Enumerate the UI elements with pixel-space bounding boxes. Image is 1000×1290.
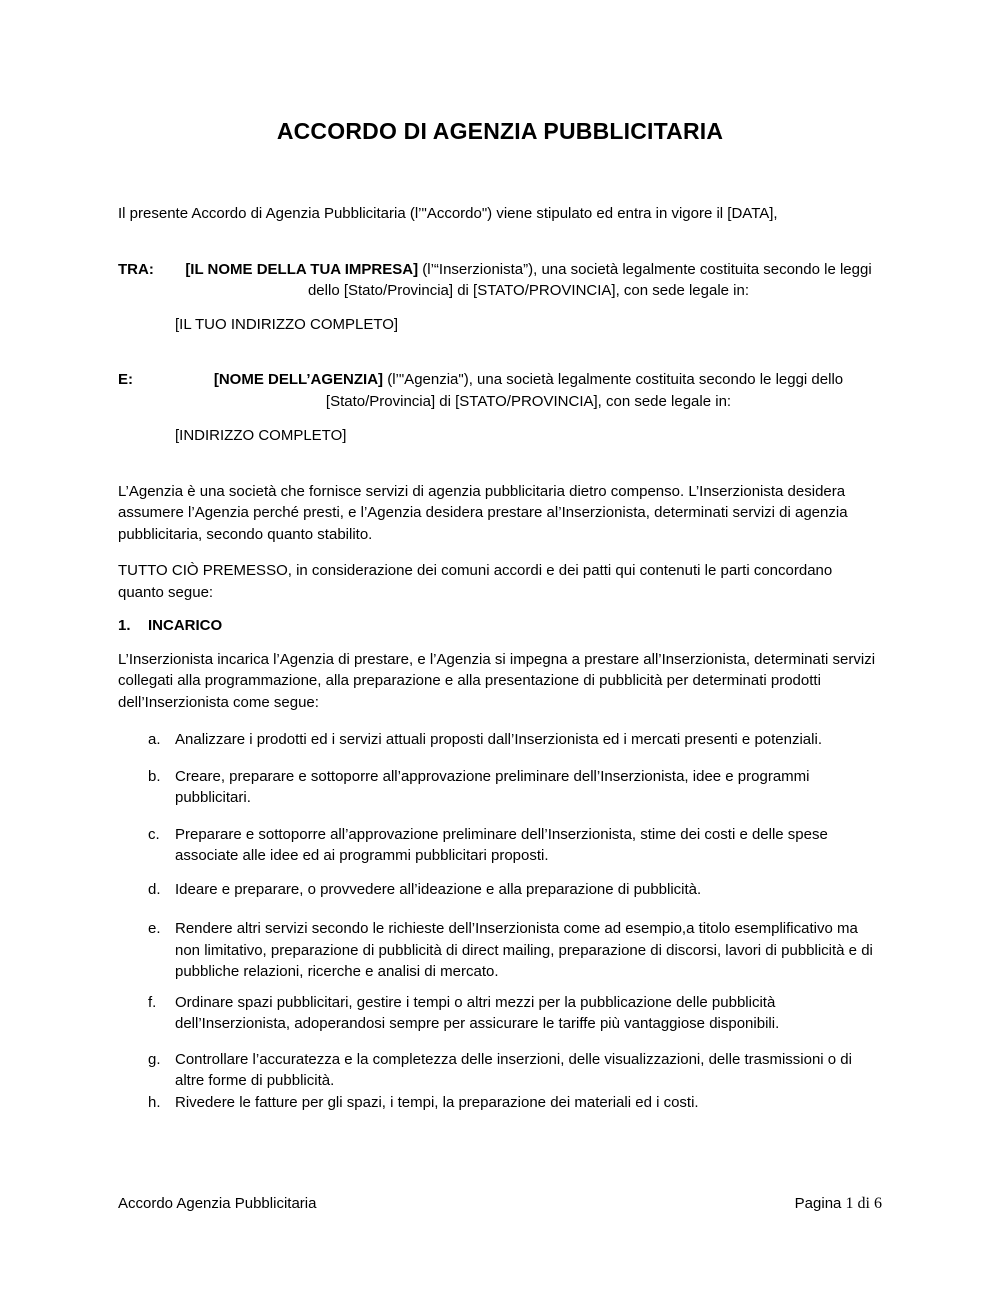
list-item: [148, 992, 882, 1035]
list-item: [148, 729, 882, 751]
party-text-advertiser: [175, 259, 882, 302]
section-title: INCARICO: [148, 617, 223, 634]
party-block-advertiser: [118, 259, 882, 302]
party-name-placeholder: [IL NOME DELLA TUA IMPRESA]: [185, 260, 419, 278]
list-item-letter: e.: [148, 920, 161, 937]
list-item-text: Controllare l’accuratezza e la completezza delle inserzioni, delle visualizzazioni, delle trasmissioni o di altre forme di pubblicità.: [175, 1050, 852, 1089]
list-item-letter: a.: [148, 731, 161, 748]
list-item-text: Preparare e sottoporre all’approvazione preliminare dell’Inserzionista, stime dei costi e delle spese associate alle idee ed ai programmi pubblicitari proposti.: [175, 825, 828, 864]
list-item-text: Ideare e preparare, o provvedere all’ideazione e alla preparazione di pubblicità.: [175, 880, 702, 898]
list-item: [148, 918, 882, 983]
advertiser-address-placeholder: [IL TUO INDIRIZZO COMPLETO]: [175, 315, 399, 333]
footer-page-number: 1 di 6: [845, 1195, 882, 1212]
list-item: [148, 879, 882, 901]
footer-document-name: Accordo Agenzia Pubblicitaria: [118, 1195, 317, 1212]
party-description: (l’"Agenzia"), una società legalmente costituita secondo le leggi dello [Stato/Provincia] di [STATO/PROVINCIA], con sede legale in:: [325, 371, 844, 410]
list-item-letter: d.: [148, 880, 161, 898]
party-name-placeholder: [NOME DELL’AGENZIA]: [213, 371, 384, 388]
list-item: [148, 824, 882, 867]
party-label-tra: TRA:: [118, 260, 154, 278]
page-footer: [118, 1193, 882, 1215]
party-block-agency: [118, 369, 882, 412]
list-item-letter: h.: [148, 1093, 161, 1111]
list-item-letter: b.: [148, 767, 161, 785]
list-item: [148, 766, 882, 809]
list-item-letter: g.: [148, 1050, 161, 1068]
section-heading: [118, 615, 882, 637]
list-item: [148, 1049, 882, 1092]
list-item-text: Rivedere le fatture per gli spazi, i tempi, la preparazione dei materiali ed i costi.: [175, 1093, 699, 1111]
section-body-paragraph: L’Inserzionista incarica l’Agenzia di prestare, e l’Agenzia si impegna a prestare all’Inserzionista, determinati servizi collegati alla programmazione, alla preparazione e alla presentazione di pubblicità per determinati prodotti dell’Inserzionista come segue:: [118, 650, 876, 711]
list-item-text: Analizzare i prodotti ed i servizi attuali proposti dall’Inserzionista ed i mercati presenti e potenziali.: [175, 731, 822, 748]
list-item: [148, 1092, 882, 1114]
agency-address-placeholder: [INDIRIZZO COMPLETO]: [175, 427, 347, 444]
list-item-text: Ordinare spazi pubblicitari, gestire i tempi o altri mezzi per la pubblicazione delle pubblicità dell’Inserzionista, adoperandosi sempre per assicurare le tariffe più vantaggiose disponibili.: [175, 993, 780, 1032]
recital-paragraph: L’Agenzia è una società che fornisce servizi di agenzia pubblicitaria dietro compenso. L’Inserzionista desidera assumere l’Agenzia perché presti, e l’Agenzia desidera prestare al’Inserzionista, determinati servizi di agenzia pubblicitaria, secondo quanto stabilito.: [118, 482, 848, 543]
list-item-text: Rendere altri servizi secondo le richieste dell’Inserzionista come ad esempio,a titolo esemplificativo ma non limitativo, preparazione di pubblicità di direct mailing, preparazione di discorsi, lavori di pubblicità e di pubbliche relazioni, ricerche e analisi di mercato.: [175, 920, 873, 980]
list-item-letter: c.: [148, 825, 160, 843]
document-content: [118, 0, 882, 1113]
intro-paragraph: Il presente Accordo di Agenzia Pubblicitaria (l’"Accordo") viene stipulato ed entra in vigore il [DATA],: [118, 205, 778, 222]
footer-page-label: Pagina: [794, 1195, 846, 1212]
section-number: 1.: [118, 617, 131, 634]
list-item-text: Creare, preparare e sottoporre all’approvazione preliminare dell’Inserzionista, idee e programmi pubblicitari.: [175, 767, 810, 806]
footer-page-indicator: [795, 1193, 882, 1215]
recital-paragraph: TUTTO CIÒ PREMESSO, in considerazione dei comuni accordi e dei patti qui contenuti le parti concordano quanto segue:: [118, 562, 833, 601]
party-description: (l’“Inserzionista”), una società legalmente costituita secondo le leggi dello [Stato/Provincia] di [STATO/PROVINCIA], con sede legale in:: [307, 260, 872, 299]
party-label-e: E:: [118, 371, 133, 388]
list-item-letter: f.: [148, 993, 157, 1011]
party-text-agency: [175, 369, 882, 412]
document-title: ACCORDO DI AGENZIA PUBBLICITARIA: [276, 118, 724, 144]
